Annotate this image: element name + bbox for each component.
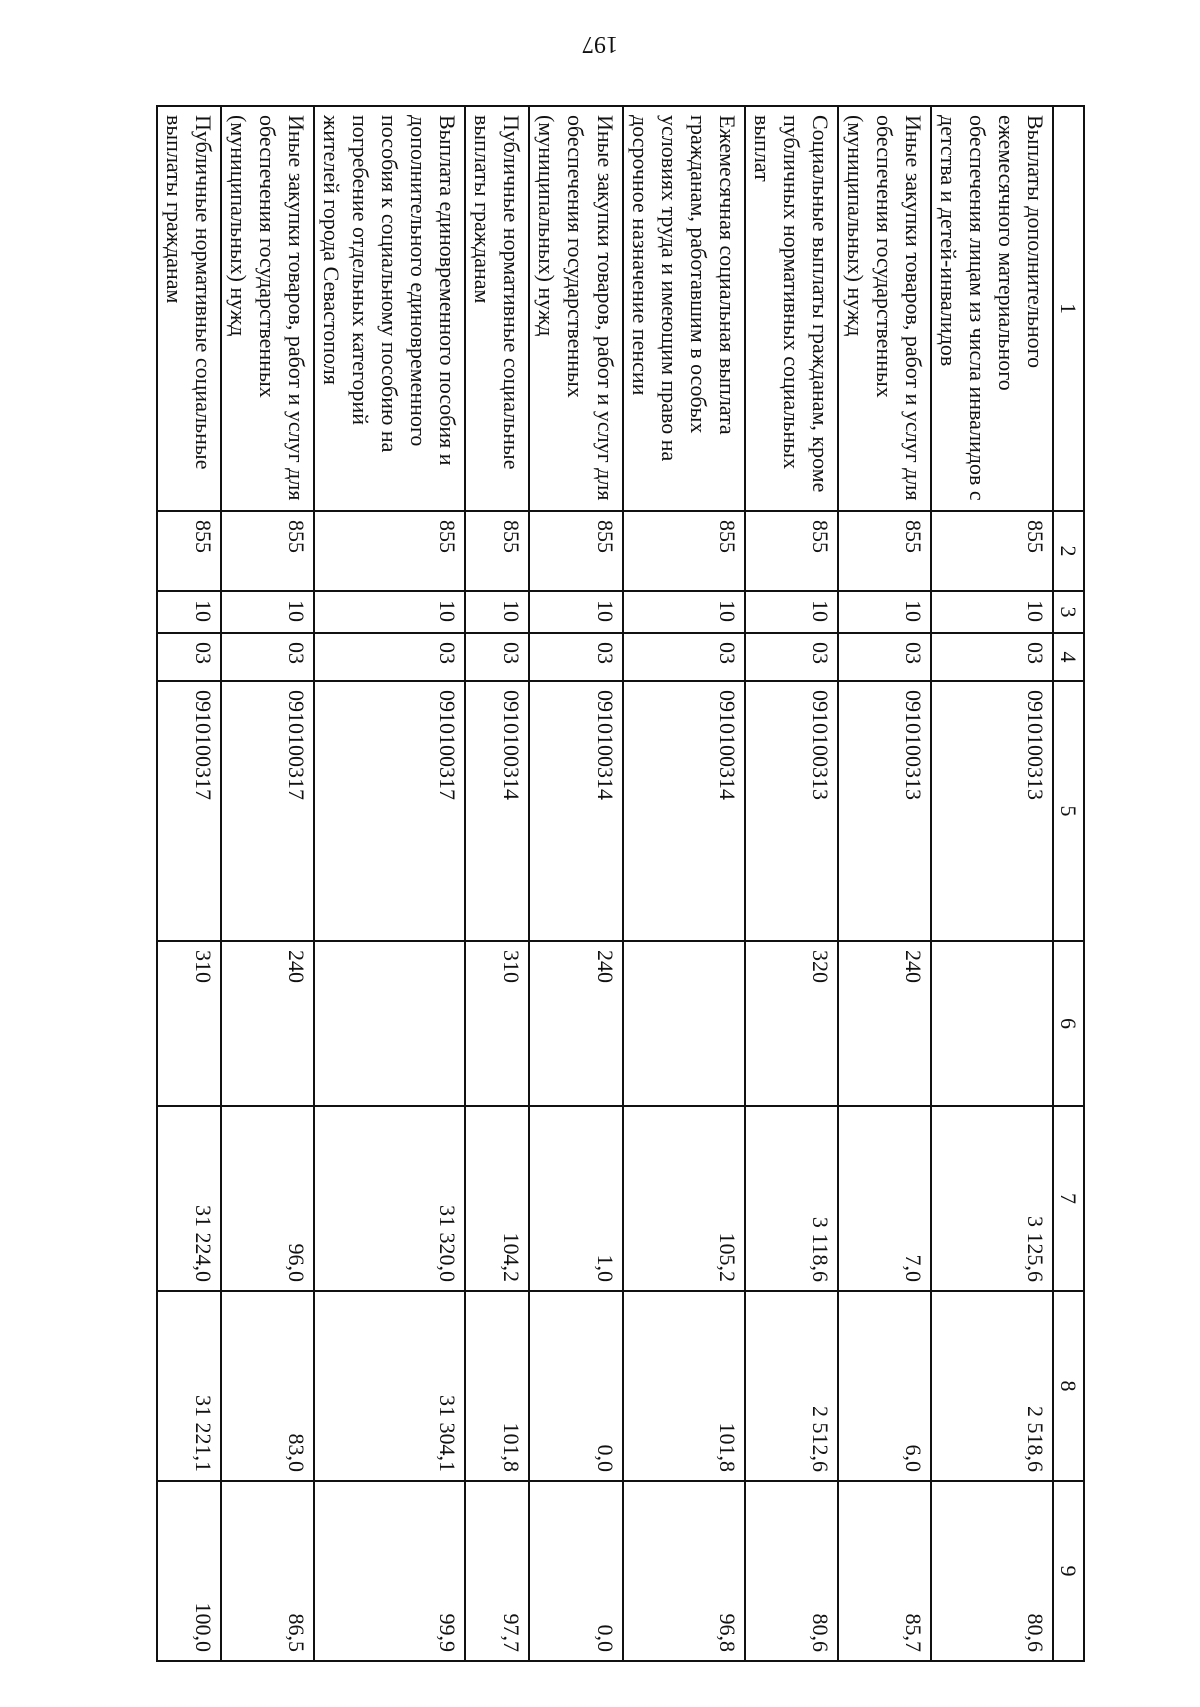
table-row <box>745 106 838 1661</box>
cell-department-code: 855 <box>931 511 1053 591</box>
budget-table <box>156 105 1085 1662</box>
cell-execution-percent: 97,7 <box>465 1481 529 1661</box>
cell-item-name: Ежемесячная социальная выплата гражданам, работавшим в особых условиях труда и имеющим право на досрочное назначение пенсии <box>623 106 745 511</box>
cell-target-code: 0910100314 <box>529 681 622 941</box>
cell-planned-amount: 7,0 <box>838 1106 931 1291</box>
table-row <box>931 106 1053 1661</box>
cell-department-code: 855 <box>745 511 838 591</box>
cell-subsection-code: 03 <box>931 633 1053 681</box>
cell-expense-type-code: 310 <box>157 941 221 1106</box>
header-col-1: 1 <box>1053 106 1084 511</box>
header-col-8: 8 <box>1053 1291 1084 1481</box>
cell-planned-amount: 31 224,0 <box>157 1106 221 1291</box>
cell-planned-amount: 105,2 <box>623 1106 745 1291</box>
cell-subsection-code: 03 <box>157 633 221 681</box>
cell-target-code: 0910100313 <box>931 681 1053 941</box>
cell-item-name: Иные закупки товаров, работ и услуг для обеспечения государственных (муниципальных) нужд <box>221 106 314 511</box>
header-col-9: 9 <box>1053 1481 1084 1661</box>
cell-planned-amount: 31 320,0 <box>314 1106 465 1291</box>
cell-executed-amount: 6,0 <box>838 1291 931 1481</box>
cell-target-code: 0910100314 <box>623 681 745 941</box>
cell-section-code: 10 <box>838 591 931 633</box>
cell-section-code: 10 <box>465 591 529 633</box>
cell-target-code: 0910100317 <box>157 681 221 941</box>
table-header-row <box>1053 106 1084 1661</box>
cell-item-name: Публичные нормативные социальные выплаты гражданам <box>157 106 221 511</box>
cell-subsection-code: 03 <box>529 633 622 681</box>
cell-execution-percent: 0,0 <box>529 1481 622 1661</box>
cell-section-code: 10 <box>157 591 221 633</box>
cell-executed-amount: 101,8 <box>465 1291 529 1481</box>
cell-subsection-code: 03 <box>623 633 745 681</box>
cell-item-name: Иные закупки товаров, работ и услуг для обеспечения государственных (муниципальных) нужд <box>838 106 931 511</box>
table-row <box>221 106 314 1661</box>
cell-planned-amount: 3 125,6 <box>931 1106 1053 1291</box>
cell-execution-percent: 80,6 <box>931 1481 1053 1661</box>
cell-item-name: Выплата единовременного пособия и дополнительного единовременного пособия к социальному пособию на погребение отдельных категорий жителей города Севастополя <box>314 106 465 511</box>
cell-executed-amount: 31 221,1 <box>157 1291 221 1481</box>
cell-expense-type-code: 240 <box>221 941 314 1106</box>
cell-item-name: Публичные нормативные социальные выплаты гражданам <box>465 106 529 511</box>
cell-target-code: 0910100317 <box>221 681 314 941</box>
cell-target-code: 0910100317 <box>314 681 465 941</box>
cell-execution-percent: 99,9 <box>314 1481 465 1661</box>
cell-section-code: 10 <box>314 591 465 633</box>
cell-section-code: 10 <box>221 591 314 633</box>
cell-expense-type-code: 240 <box>838 941 931 1106</box>
rotated-table-container <box>162 105 1085 1660</box>
cell-executed-amount: 0,0 <box>529 1291 622 1481</box>
cell-execution-percent: 80,6 <box>745 1481 838 1661</box>
cell-item-name: Социальные выплаты гражданам, кроме публичных нормативных социальных выплат <box>745 106 838 511</box>
table-row <box>623 106 745 1661</box>
cell-section-code: 10 <box>529 591 622 633</box>
cell-planned-amount: 104,2 <box>465 1106 529 1291</box>
table-body <box>157 106 1053 1661</box>
table-row <box>157 106 221 1661</box>
page-number: 197 <box>582 31 618 57</box>
cell-execution-percent: 96,8 <box>623 1481 745 1661</box>
cell-executed-amount: 101,8 <box>623 1291 745 1481</box>
cell-subsection-code: 03 <box>221 633 314 681</box>
cell-department-code: 855 <box>465 511 529 591</box>
cell-department-code: 855 <box>529 511 622 591</box>
cell-executed-amount: 83,0 <box>221 1291 314 1481</box>
cell-execution-percent: 100,0 <box>157 1481 221 1661</box>
header-col-7: 7 <box>1053 1106 1084 1291</box>
cell-section-code: 10 <box>623 591 745 633</box>
cell-item-name: Выплаты дополнительного ежемесячного материального обеспечения лицам из числа инвалидов с детства и детей-инвалидов <box>931 106 1053 511</box>
cell-department-code: 855 <box>623 511 745 591</box>
cell-expense-type-code <box>314 941 465 1106</box>
table-row <box>465 106 529 1661</box>
cell-department-code: 855 <box>157 511 221 591</box>
header-col-3: 3 <box>1053 591 1084 633</box>
cell-executed-amount: 2 518,6 <box>931 1291 1053 1481</box>
cell-planned-amount: 96,0 <box>221 1106 314 1291</box>
cell-expense-type-code <box>623 941 745 1106</box>
header-col-4: 4 <box>1053 633 1084 681</box>
cell-execution-percent: 86,5 <box>221 1481 314 1661</box>
cell-expense-type-code <box>931 941 1053 1106</box>
cell-department-code: 855 <box>221 511 314 591</box>
cell-expense-type-code: 320 <box>745 941 838 1106</box>
table-row <box>838 106 931 1661</box>
cell-section-code: 10 <box>745 591 838 633</box>
header-col-5: 5 <box>1053 681 1084 941</box>
cell-target-code: 0910100313 <box>838 681 931 941</box>
cell-target-code: 0910100313 <box>745 681 838 941</box>
cell-item-name: Иные закупки товаров, работ и услуг для обеспечения государственных (муниципальных) нужд <box>529 106 622 511</box>
table-row <box>314 106 465 1661</box>
cell-subsection-code: 03 <box>838 633 931 681</box>
table-row <box>529 106 622 1661</box>
cell-subsection-code: 03 <box>465 633 529 681</box>
cell-department-code: 855 <box>838 511 931 591</box>
cell-subsection-code: 03 <box>314 633 465 681</box>
cell-execution-percent: 85,7 <box>838 1481 931 1661</box>
header-col-2: 2 <box>1053 511 1084 591</box>
header-col-6: 6 <box>1053 941 1084 1106</box>
cell-subsection-code: 03 <box>745 633 838 681</box>
cell-expense-type-code: 310 <box>465 941 529 1106</box>
cell-executed-amount: 31 304,1 <box>314 1291 465 1481</box>
cell-planned-amount: 1,0 <box>529 1106 622 1291</box>
cell-target-code: 0910100314 <box>465 681 529 941</box>
cell-section-code: 10 <box>931 591 1053 633</box>
cell-department-code: 855 <box>314 511 465 591</box>
cell-expense-type-code: 240 <box>529 941 622 1106</box>
cell-executed-amount: 2 512,6 <box>745 1291 838 1481</box>
cell-planned-amount: 3 118,6 <box>745 1106 838 1291</box>
